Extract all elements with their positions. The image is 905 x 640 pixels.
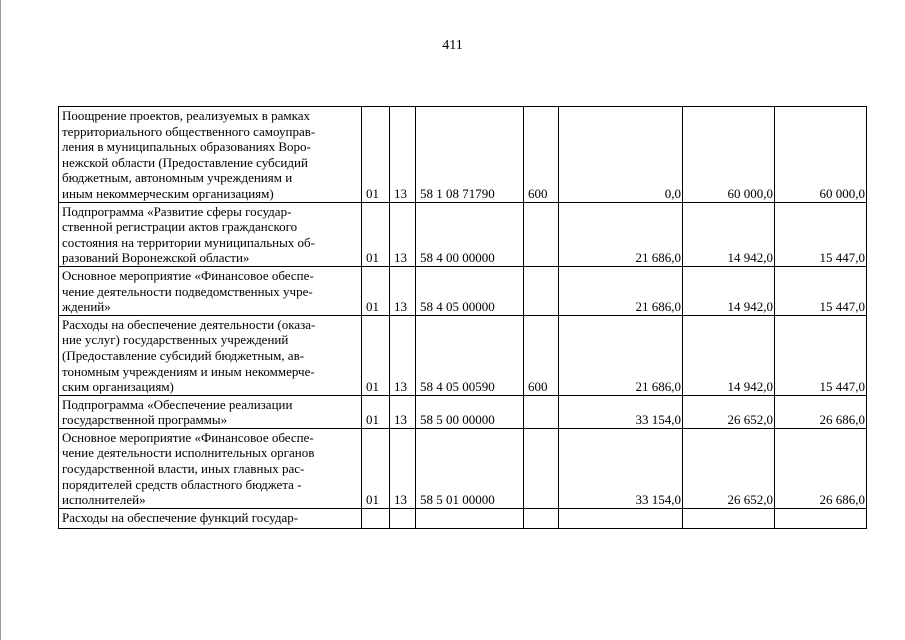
subsection-code-cell: 13 [390, 395, 416, 428]
amount-year-2-cell: 60 000,0 [683, 107, 775, 203]
table-row [59, 508, 867, 528]
budget-table [58, 106, 867, 529]
item-name-line: Расходы на обеспечение деятельности (оказа- [62, 316, 316, 332]
amount-year-1-cell: 21 686,0 [559, 202, 683, 266]
item-name-cell [59, 315, 362, 395]
item-name-line: (Предоставление субсидий бюджетным, ав- [62, 347, 305, 363]
amount-year-3-cell: 26 686,0 [775, 428, 867, 508]
item-name-cell [59, 428, 362, 508]
item-name-line: порядителей средств областного бюджета - [62, 476, 302, 492]
target-article-cell: 58 4 05 00000 [416, 266, 524, 315]
item-name-line: ждений» [62, 299, 111, 315]
page-number: 411 [442, 38, 463, 53]
item-name-line: государственной программы» [62, 412, 228, 428]
amount-year-1-cell: 33 154,0 [559, 428, 683, 508]
amount-year-3-cell: 15 447,0 [775, 315, 867, 395]
amount-year-1-cell: 33 154,0 [559, 395, 683, 428]
target-article-cell: 58 4 05 00590 [416, 315, 524, 395]
amount-year-1-cell: 21 686,0 [559, 266, 683, 315]
target-article-cell: 58 5 00 00000 [416, 395, 524, 428]
table-body [59, 107, 867, 529]
amount-year-1-cell: 0,0 [559, 107, 683, 203]
subsection-code-cell: 13 [390, 202, 416, 266]
subsection-code-cell: 13 [390, 266, 416, 315]
target-article-cell: 58 1 08 71790 [416, 107, 524, 203]
page-edge-rule [0, 0, 1, 640]
subsection-code-cell: 13 [390, 315, 416, 395]
item-name-line: Подпрограмма «Обеспечение реализации [62, 396, 293, 412]
table-row [59, 428, 867, 508]
target-article-cell [416, 508, 524, 528]
amount-year-2-cell: 26 652,0 [683, 395, 775, 428]
table-row [59, 107, 867, 203]
item-name-line: иным некоммерческим организациям) [62, 185, 274, 201]
section-code-cell: 01 [362, 428, 390, 508]
item-name-line: государственной власти, иных главных рас- [62, 461, 305, 477]
section-code-cell: 01 [362, 395, 390, 428]
item-name-cell [59, 508, 362, 528]
amount-year-3-cell: 15 447,0 [775, 202, 867, 266]
item-name-line: Основное мероприятие «Финансовое обеспе- [62, 429, 314, 445]
item-name-line: нежской области (Предоставление субсидий [62, 154, 308, 170]
item-name-line: чение деятельности подведомственных учре- [62, 283, 313, 299]
item-name-line: чение деятельности исполнительных органов [62, 445, 315, 461]
item-name-line: состояния на территории муниципальных об- [62, 234, 316, 250]
expense-type-cell: 600 [524, 107, 559, 203]
expense-type-cell [524, 266, 559, 315]
item-name-cell [59, 266, 362, 315]
amount-year-2-cell: 14 942,0 [683, 202, 775, 266]
section-code-cell: 01 [362, 315, 390, 395]
amount-year-3-cell: 60 000,0 [775, 107, 867, 203]
subsection-code-cell [390, 508, 416, 528]
expense-type-cell [524, 202, 559, 266]
item-name-line: Подпрограмма «Развитие сферы государ- [62, 203, 292, 219]
expense-type-cell: 600 [524, 315, 559, 395]
expense-type-cell [524, 428, 559, 508]
amount-year-2-cell: 14 942,0 [683, 266, 775, 315]
target-article-cell: 58 4 00 00000 [416, 202, 524, 266]
expense-type-cell [524, 395, 559, 428]
section-code-cell: 01 [362, 266, 390, 315]
item-name-line: исполнителей» [62, 492, 146, 508]
amount-year-2-cell: 26 652,0 [683, 428, 775, 508]
amount-year-3-cell: 26 686,0 [775, 395, 867, 428]
table-row [59, 266, 867, 315]
section-code-cell: 01 [362, 107, 390, 203]
item-name-line: ственной регистрации актов гражданского [62, 219, 298, 235]
target-article-cell: 58 5 01 00000 [416, 428, 524, 508]
section-code-cell: 01 [362, 202, 390, 266]
table-row [59, 395, 867, 428]
item-name-cell [59, 202, 362, 266]
item-name-line: разований Воронежской области» [62, 250, 250, 266]
item-name-line: ние услуг) государственных учреждений [62, 332, 289, 348]
item-name-line: Расходы на обеспечение функций государ- [62, 509, 299, 525]
table-row [59, 202, 867, 266]
section-code-cell [362, 508, 390, 528]
amount-year-3-cell [775, 508, 867, 528]
table-row [59, 315, 867, 395]
amount-year-2-cell: 14 942,0 [683, 315, 775, 395]
item-name-line: ским организациям) [62, 379, 174, 395]
item-name-cell [59, 107, 362, 203]
item-name-line: Основное мероприятие «Финансовое обеспе- [62, 267, 314, 283]
amount-year-2-cell [683, 508, 775, 528]
item-name-line: территориального общественного самоуправ- [62, 123, 316, 139]
expense-type-cell [524, 508, 559, 528]
item-name-cell [59, 395, 362, 428]
subsection-code-cell: 13 [390, 107, 416, 203]
item-name-line: ления в муниципальных образованиях Воро- [62, 139, 311, 155]
item-name-line: бюджетным, автономным учреждениям и [62, 170, 293, 186]
item-name-line: тономным учреждениям и иным некоммерче- [62, 363, 315, 379]
item-name-line: Поощрение проектов, реализуемых в рамках [62, 108, 310, 123]
amount-year-3-cell: 15 447,0 [775, 266, 867, 315]
subsection-code-cell: 13 [390, 428, 416, 508]
amount-year-1-cell: 21 686,0 [559, 315, 683, 395]
amount-year-1-cell [559, 508, 683, 528]
